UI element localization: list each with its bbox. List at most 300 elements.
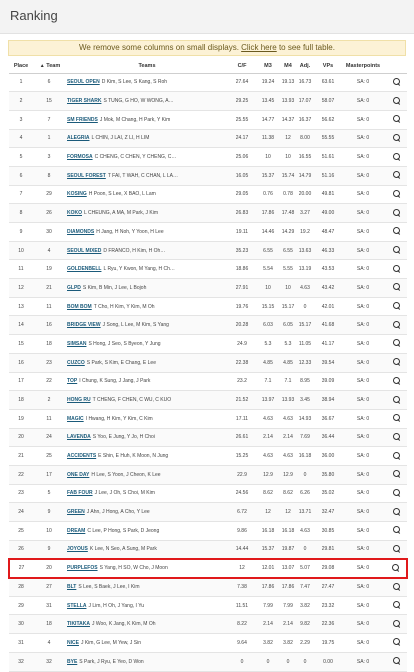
team-name-link[interactable]: FAB FOUR — [67, 490, 93, 497]
cf-cell: 24.56 — [229, 484, 255, 503]
table-row[interactable] — [9, 166, 407, 185]
place-cell: 2 — [9, 92, 33, 111]
team-number-cell: 25 — [33, 447, 65, 466]
team-name-link[interactable]: NICE — [67, 639, 79, 646]
magnifier-icon[interactable] — [393, 302, 400, 309]
ranking-table — [8, 60, 408, 672]
team-members: I Hwang, H Kim, Y Kim, C Kim — [85, 415, 153, 422]
team-members: D Kim, S Lee, S Kang, S Roh — [101, 79, 168, 86]
place-cell: 32 — [9, 652, 33, 671]
adj-cell: 0 — [295, 465, 315, 484]
team-members: L CHEUNG, A MA, M Park, J Kim — [84, 210, 158, 217]
masterpoints-cell: SA: 0 — [341, 260, 385, 279]
table-row[interactable] — [9, 391, 407, 410]
col-team[interactable] — [33, 60, 65, 73]
adj-cell: 16.18 — [295, 447, 315, 466]
place-cell: 31 — [9, 634, 33, 653]
team-name-link[interactable]: GLPD — [67, 284, 81, 291]
team-cell — [65, 484, 229, 503]
place-cell: 20 — [9, 428, 33, 447]
table-row[interactable] — [9, 148, 407, 167]
magnifier-icon[interactable] — [393, 246, 400, 253]
place-cell: 11 — [9, 260, 33, 279]
vps-cell: 41.17 — [315, 335, 341, 354]
page-title: Ranking — [10, 8, 58, 23]
team-name-link[interactable]: PURPLEFOS — [67, 565, 98, 572]
team-cell — [65, 559, 229, 578]
masterpoints-cell: SA: 0 — [341, 503, 385, 522]
team-cell — [65, 353, 229, 372]
magnifier-icon[interactable] — [393, 97, 400, 104]
team-name-link[interactable]: GOLDENBELL — [67, 266, 102, 273]
cf-cell: 7.38 — [229, 578, 255, 597]
col-adj[interactable]: Adj. — [295, 60, 315, 73]
table-row[interactable] — [9, 634, 407, 653]
team-name-link[interactable]: BOM BOM — [67, 303, 92, 310]
team-members: S Park, J Ryu, E Yeo, D Won — [79, 658, 144, 665]
vps-cell: 23.32 — [315, 596, 341, 615]
magnifier-icon[interactable] — [393, 638, 400, 645]
row-action-cell[interactable] — [385, 166, 407, 185]
row-action-cell[interactable] — [385, 110, 407, 129]
m4-cell: 0 — [281, 652, 295, 671]
table-row[interactable] — [9, 428, 407, 447]
row-action-cell[interactable] — [385, 73, 407, 92]
masterpoints-cell: SA: 0 — [341, 652, 385, 671]
masterpoints-cell: SA: 0 — [341, 484, 385, 503]
vps-cell: 27.47 — [315, 578, 341, 597]
table-row[interactable] — [9, 92, 407, 111]
team-members: K Lee, N Seo, A Sung, M Park — [89, 546, 157, 553]
team-cell — [65, 540, 229, 559]
row-action-cell[interactable] — [385, 185, 407, 204]
row-action-cell[interactable] — [385, 522, 407, 541]
place-cell: 27 — [9, 559, 33, 578]
team-cell — [65, 335, 229, 354]
vps-cell: 36.44 — [315, 428, 341, 447]
m4-cell: 5.55 — [281, 260, 295, 279]
place-cell: 18 — [9, 391, 33, 410]
team-name-link[interactable]: TIGER SHARK — [67, 98, 102, 105]
row-action-cell[interactable] — [385, 484, 407, 503]
table-header-row — [9, 60, 407, 73]
place-cell: 1 — [9, 73, 33, 92]
m4-cell: 10 — [281, 148, 295, 167]
team-cell — [65, 596, 229, 615]
team-cell — [65, 578, 229, 597]
place-cell: 8 — [9, 204, 33, 223]
team-number-cell: 9 — [33, 540, 65, 559]
vps-cell: 49.81 — [315, 185, 341, 204]
team-name-link[interactable]: BRIDGE VIEW — [67, 322, 101, 329]
team-cell — [65, 73, 229, 92]
magnifier-icon[interactable] — [393, 414, 400, 421]
table-row[interactable] — [9, 185, 407, 204]
col-cf[interactable]: C/F — [229, 60, 255, 73]
team-name-link[interactable]: JOYOUS — [67, 546, 88, 553]
team-number-cell: 4 — [33, 241, 65, 260]
table-row[interactable] — [9, 372, 407, 391]
team-number-cell: 20 — [33, 559, 65, 578]
cf-cell: 12 — [229, 559, 255, 578]
magnifier-icon[interactable] — [392, 564, 399, 571]
magnifier-icon[interactable] — [393, 433, 400, 440]
m3-cell: 0.76 — [255, 185, 281, 204]
col-place[interactable]: Place — [9, 60, 33, 73]
row-action-cell[interactable] — [385, 559, 407, 578]
m4-cell: 10 — [281, 279, 295, 298]
row-action-cell[interactable] — [385, 148, 407, 167]
team-cell — [65, 522, 229, 541]
masterpoints-cell: SA: 0 — [341, 297, 385, 316]
masterpoints-cell: SA: 0 — [341, 540, 385, 559]
masterpoints-cell: SA: 0 — [341, 465, 385, 484]
team-members: J Song, L Lee, M Kim, S Yang — [102, 322, 169, 329]
row-action-cell[interactable] — [385, 447, 407, 466]
table-row[interactable] — [9, 503, 407, 522]
m3-cell: 6.55 — [255, 241, 281, 260]
team-number-cell: 30 — [33, 223, 65, 242]
vps-cell: 56.62 — [315, 110, 341, 129]
magnifier-icon[interactable] — [393, 601, 400, 608]
cf-cell: 27.64 — [229, 73, 255, 92]
m4-cell: 2.14 — [281, 615, 295, 634]
full-table-link[interactable]: Click here — [241, 43, 277, 52]
cf-cell: 19.76 — [229, 297, 255, 316]
adj-cell: 7.69 — [295, 428, 315, 447]
cf-cell: 18.86 — [229, 260, 255, 279]
m4-cell: 15.74 — [281, 166, 295, 185]
magnifier-icon[interactable] — [393, 657, 400, 664]
m3-cell: 4.85 — [255, 353, 281, 372]
team-cell — [65, 652, 229, 671]
place-cell: 7 — [9, 185, 33, 204]
team-name-link[interactable]: SEOUL OPEN — [67, 79, 100, 86]
cf-cell: 25.55 — [229, 110, 255, 129]
team-members: J Lee, J Oh, S Choi, M Kim — [94, 490, 155, 497]
adj-cell: 16.37 — [295, 110, 315, 129]
notice-banner — [8, 40, 406, 56]
team-number-cell: 31 — [33, 596, 65, 615]
m3-cell: 7.1 — [255, 372, 281, 391]
table-row[interactable] — [9, 540, 407, 559]
team-name-link[interactable]: MAGIC — [67, 415, 84, 422]
team-cell — [65, 223, 229, 242]
cf-cell: 22.9 — [229, 465, 255, 484]
magnifier-icon[interactable] — [393, 78, 400, 85]
adj-cell: 3.27 — [295, 204, 315, 223]
magnifier-icon[interactable] — [393, 134, 400, 141]
magnifier-icon[interactable] — [393, 583, 400, 590]
team-name-link[interactable]: DREAM — [67, 527, 86, 534]
team-members: S Yoo, E Jung, Y Jo, H Choi — [92, 434, 155, 441]
table-row[interactable] — [9, 279, 407, 298]
place-cell: 29 — [9, 596, 33, 615]
masterpoints-cell: SA: 0 — [341, 372, 385, 391]
table-row[interactable] — [9, 260, 407, 279]
table-row[interactable] — [9, 73, 407, 92]
team-number-cell: 10 — [33, 522, 65, 541]
team-number-cell: 3 — [33, 148, 65, 167]
masterpoints-cell: SA: 0 — [341, 335, 385, 354]
team-name-link[interactable]: LAVENDA — [67, 434, 91, 441]
table-row[interactable] — [9, 110, 407, 129]
team-members: H Lee, S Yoon, J Cheon, K Lee — [91, 471, 161, 478]
adj-cell: 17.07 — [295, 92, 315, 111]
masterpoints-cell: SA: 0 — [341, 353, 385, 372]
magnifier-icon[interactable] — [393, 190, 400, 197]
magnifier-icon[interactable] — [393, 470, 400, 477]
team-cell — [65, 615, 229, 634]
team-name-link[interactable]: SEOUL FOREST — [67, 172, 106, 179]
team-cell — [65, 110, 229, 129]
row-action-cell[interactable] — [385, 409, 407, 428]
place-cell: 13 — [9, 297, 33, 316]
team-name-link[interactable]: BYE — [67, 658, 78, 665]
row-action-cell[interactable] — [385, 652, 407, 671]
magnifier-icon[interactable] — [393, 227, 400, 234]
team-name-link[interactable]: SM FRIENDS — [67, 116, 98, 123]
row-action-cell[interactable] — [385, 372, 407, 391]
table-row[interactable] — [9, 447, 407, 466]
magnifier-icon[interactable] — [393, 339, 400, 346]
team-name-link[interactable]: ACCIDENTS — [67, 453, 97, 460]
adj-cell: 3.82 — [295, 596, 315, 615]
m3-cell: 5.3 — [255, 335, 281, 354]
vps-cell: 30.85 — [315, 522, 341, 541]
m3-cell: 12 — [255, 503, 281, 522]
row-action-cell[interactable] — [385, 297, 407, 316]
row-action-cell[interactable] — [385, 578, 407, 597]
m4-cell: 4.63 — [281, 447, 295, 466]
row-action-cell[interactable] — [385, 316, 407, 335]
m3-cell: 10 — [255, 279, 281, 298]
adj-cell: 7.47 — [295, 578, 315, 597]
team-number-cell: 2 — [33, 391, 65, 410]
team-members: J Kim, G Lee, M Yew, J Sin — [80, 639, 141, 646]
m4-cell: 12 — [281, 503, 295, 522]
adj-cell: 0 — [295, 540, 315, 559]
vps-cell: 48.47 — [315, 223, 341, 242]
magnifier-icon[interactable] — [393, 620, 400, 627]
team-name-link[interactable]: SEOUL MIXED — [67, 247, 102, 254]
team-number-cell: 23 — [33, 353, 65, 372]
place-cell: 5 — [9, 148, 33, 167]
col-masterpoints[interactable]: Masterpoints — [341, 60, 385, 73]
team-members: C Lee, P Hong, S Park, D Jeong — [87, 527, 160, 534]
row-action-cell[interactable] — [385, 596, 407, 615]
table-row[interactable] — [9, 484, 407, 503]
table-row[interactable] — [9, 596, 407, 615]
col-m3[interactable]: M3 — [255, 60, 281, 73]
team-cell — [65, 503, 229, 522]
magnifier-icon[interactable] — [393, 115, 400, 122]
table-row[interactable] — [9, 316, 407, 335]
team-members: T CHENG, F CHEN, C WU, C KUO — [92, 397, 172, 404]
row-action-cell[interactable] — [385, 279, 407, 298]
adj-cell: 16.73 — [295, 73, 315, 92]
m3-cell: 17.86 — [255, 578, 281, 597]
magnifier-icon[interactable] — [393, 209, 400, 216]
m4-cell: 5.3 — [281, 335, 295, 354]
team-members: H Jang, H Noh, Y Yoon, H Lee — [96, 228, 164, 235]
magnifier-icon[interactable] — [393, 358, 400, 365]
place-cell: 30 — [9, 615, 33, 634]
team-cell — [65, 279, 229, 298]
col-vps[interactable]: VPs — [315, 60, 341, 73]
table-row[interactable] — [9, 335, 407, 354]
magnifier-icon[interactable] — [393, 452, 400, 459]
masterpoints-cell: SA: 0 — [341, 223, 385, 242]
team-name-link[interactable]: TIKITAKA — [67, 621, 90, 628]
team-members: L Ryu, Y Kwon, M Yang, H Ch… — [103, 266, 175, 273]
magnifier-icon[interactable] — [393, 489, 400, 496]
col-m4[interactable]: M4 — [281, 60, 295, 73]
magnifier-icon[interactable] — [393, 153, 400, 160]
row-action-cell[interactable] — [385, 129, 407, 148]
m3-cell: 12.9 — [255, 465, 281, 484]
team-name-link[interactable]: GREEN — [67, 509, 85, 516]
team-name-link[interactable]: DIAMONDS — [67, 228, 95, 235]
magnifier-icon[interactable] — [393, 396, 400, 403]
table-row[interactable] — [9, 559, 407, 578]
col-teams[interactable]: Teams — [65, 60, 229, 73]
team-number-cell: 11 — [33, 297, 65, 316]
table-row[interactable] — [9, 522, 407, 541]
team-members: I Chung, K Sung, J Jang, J Park — [79, 378, 151, 385]
magnifier-icon[interactable] — [393, 377, 400, 384]
row-action-cell[interactable] — [385, 353, 407, 372]
row-action-cell[interactable] — [385, 634, 407, 653]
table-row[interactable] — [9, 353, 407, 372]
team-name-link[interactable]: HONG RU — [67, 397, 91, 404]
table-row[interactable] — [9, 652, 407, 671]
team-number-cell: 29 — [33, 185, 65, 204]
team-name-link[interactable]: ALEGRIA — [67, 135, 90, 142]
table-row[interactable] — [9, 129, 407, 148]
team-name-link[interactable]: KOSING — [67, 191, 87, 198]
cf-cell: 20.28 — [229, 316, 255, 335]
adj-cell: 0 — [295, 297, 315, 316]
table-row[interactable] — [9, 241, 407, 260]
team-number-cell: 21 — [33, 279, 65, 298]
team-name-link[interactable]: KOKO — [67, 210, 82, 217]
row-action-cell[interactable] — [385, 391, 407, 410]
team-number-cell: 18 — [33, 615, 65, 634]
table-row[interactable] — [9, 615, 407, 634]
team-number-cell: 26 — [33, 204, 65, 223]
team-cell — [65, 241, 229, 260]
magnifier-icon[interactable] — [393, 508, 400, 515]
magnifier-icon[interactable] — [393, 545, 400, 552]
vps-cell: 58.07 — [315, 92, 341, 111]
adj-cell: 14.79 — [295, 166, 315, 185]
team-cell — [65, 185, 229, 204]
team-name-link[interactable]: FORMOSA — [67, 154, 93, 161]
table-row[interactable] — [9, 465, 407, 484]
team-number-cell: 9 — [33, 503, 65, 522]
m3-cell: 8.62 — [255, 484, 281, 503]
team-name-link[interactable]: ONE DAY — [67, 471, 90, 478]
cf-cell: 26.61 — [229, 428, 255, 447]
row-action-cell[interactable] — [385, 503, 407, 522]
m3-cell: 7.99 — [255, 596, 281, 615]
team-members: J Lim, H Oh, J Yang, I Yu — [88, 602, 145, 609]
table-row[interactable] — [9, 223, 407, 242]
team-cell — [65, 428, 229, 447]
row-action-cell[interactable] — [385, 335, 407, 354]
team-number-cell: 15 — [33, 92, 65, 111]
team-name-link[interactable]: CUZCO — [67, 359, 85, 366]
m3-cell: 4.63 — [255, 447, 281, 466]
masterpoints-cell: SA: 0 — [341, 596, 385, 615]
cf-cell: 29.05 — [229, 185, 255, 204]
m4-cell: 4.63 — [281, 409, 295, 428]
team-name-link[interactable]: BLT — [67, 584, 77, 591]
row-action-cell[interactable] — [385, 92, 407, 111]
table-row[interactable] — [9, 297, 407, 316]
place-cell: 17 — [9, 372, 33, 391]
row-action-cell[interactable] — [385, 223, 407, 242]
magnifier-icon[interactable] — [393, 321, 400, 328]
masterpoints-cell: SA: 0 — [341, 204, 385, 223]
row-action-cell[interactable] — [385, 540, 407, 559]
row-action-cell[interactable] — [385, 428, 407, 447]
masterpoints-cell: SA: 0 — [341, 166, 385, 185]
team-name-link[interactable]: SIMSAN — [67, 340, 87, 347]
team-members: C CHENG, C CHEN, Y CHENG, C… — [94, 154, 177, 161]
adj-cell: 16.55 — [295, 148, 315, 167]
team-number-cell: 5 — [33, 484, 65, 503]
cf-cell: 29.25 — [229, 92, 255, 111]
row-action-cell[interactable] — [385, 204, 407, 223]
team-number-cell: 32 — [33, 652, 65, 671]
masterpoints-cell: SA: 0 — [341, 578, 385, 597]
vps-cell: 29.81 — [315, 540, 341, 559]
team-number-cell: 16 — [33, 316, 65, 335]
notice-suffix: to see full table. — [276, 43, 335, 52]
row-action-cell[interactable] — [385, 615, 407, 634]
magnifier-icon[interactable] — [393, 526, 400, 533]
masterpoints-cell: SA: 0 — [341, 559, 385, 578]
place-cell: 4 — [9, 129, 33, 148]
magnifier-icon[interactable] — [393, 283, 400, 290]
m3-cell: 15.15 — [255, 297, 281, 316]
masterpoints-cell: SA: 0 — [341, 615, 385, 634]
team-name-link[interactable]: TOP — [67, 378, 78, 385]
team-number-cell: 1 — [33, 129, 65, 148]
cf-cell: 0 — [229, 652, 255, 671]
team-number-cell: 19 — [33, 260, 65, 279]
magnifier-icon[interactable] — [393, 171, 400, 178]
row-action-cell[interactable] — [385, 260, 407, 279]
row-action-cell[interactable] — [385, 465, 407, 484]
team-number-cell: 4 — [33, 634, 65, 653]
team-name-link[interactable]: STELLA — [67, 602, 87, 609]
masterpoints-cell: SA: 0 — [341, 148, 385, 167]
masterpoints-cell: SA: 0 — [341, 73, 385, 92]
team-cell — [65, 372, 229, 391]
table-row[interactable] — [9, 409, 407, 428]
m4-cell: 19.13 — [281, 73, 295, 92]
cf-cell: 8.22 — [229, 615, 255, 634]
magnifier-icon[interactable] — [393, 265, 400, 272]
masterpoints-cell: SA: 0 — [341, 447, 385, 466]
table-row[interactable] — [9, 578, 407, 597]
vps-cell: 43.42 — [315, 279, 341, 298]
row-action-cell[interactable] — [385, 241, 407, 260]
table-row[interactable] — [9, 204, 407, 223]
